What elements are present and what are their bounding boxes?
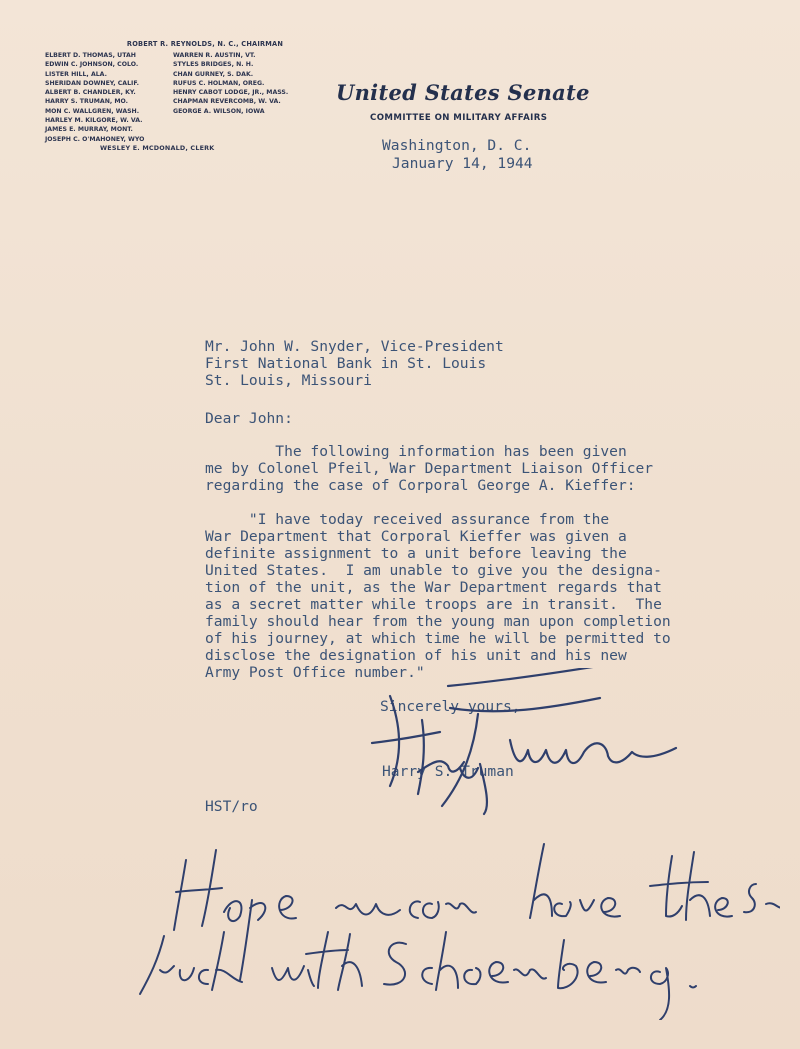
letter-date: January 14, 1944 xyxy=(392,155,533,172)
member-row xyxy=(45,97,310,106)
committee-clerk: WESLEY E. MCDONALD, CLERK xyxy=(100,144,215,152)
member-row xyxy=(45,125,310,134)
member-row xyxy=(45,60,310,69)
quoted-paragraph: "I have today received assurance from the War Department that Corporal Kieffer was given a definite assignment to a unit before leaving the United States. I am unable to give you the designa- tion of the unit, as the War Department regards that as a secret matter while troops are in transit. The family should hear from the young man upon completion of his journey, at which time he will be permitted to disclose the designation of his unit and his new Army Post Office number." xyxy=(205,511,671,681)
member-name: EDWIN C. JOHNSON, COLO. xyxy=(45,61,139,69)
member-name: GEORGE A. WILSON, IOWA xyxy=(173,107,265,115)
member-name: MON C. WALLGREN, WASH. xyxy=(45,107,140,115)
address-line: First National Bank in St. Louis xyxy=(205,355,487,372)
member-name: LISTER HILL, ALA. xyxy=(45,70,107,78)
letterhead-title: United States Senate xyxy=(336,80,590,105)
letter-place: Washington, D. C. xyxy=(382,137,532,154)
member-name: CHAPMAN REVERCOMB, W. VA. xyxy=(173,98,281,106)
address-line: Mr. John W. Snyder, Vice-President xyxy=(205,338,504,355)
member-name: HENRY CABOT LODGE, JR., MASS. xyxy=(173,89,289,97)
closing: Sincerely yours, xyxy=(380,698,521,715)
member-name xyxy=(173,135,310,144)
recipient-address xyxy=(205,338,504,389)
member-row xyxy=(45,70,310,79)
member-name: JAMES E. MURRAY, MONT. xyxy=(45,126,133,134)
salutation: Dear John: xyxy=(205,410,293,427)
committee-chairman: ROBERT R. REYNOLDS, N. C., CHAIRMAN xyxy=(126,40,284,48)
member-name xyxy=(173,125,310,134)
member-row xyxy=(45,51,310,60)
member-name: ELBERT D. THOMAS, UTAH xyxy=(45,52,136,59)
intro-paragraph: The following information has been given me by Colonel Pfeil, War Department Liaison Officer regarding the case of Corporal George A. Kieffer: xyxy=(205,443,654,494)
member-name: WARREN R. AUSTIN, VT. xyxy=(173,52,256,59)
typed-signature-name: Harry S. Truman xyxy=(382,763,514,780)
member-name: SHERIDAN DOWNEY, CALIF. xyxy=(45,79,140,87)
address-line: St. Louis, Missouri xyxy=(205,372,372,389)
member-row xyxy=(45,135,310,144)
member-name: HARRY S. TRUMAN, MO. xyxy=(45,98,129,106)
committee-member-list xyxy=(45,51,310,144)
handwritten-note xyxy=(120,820,780,1020)
member-name: STYLES BRIDGES, N. H. xyxy=(173,61,254,69)
member-row xyxy=(45,79,310,88)
member-name: HARLEY M. KILGORE, W. VA. xyxy=(45,117,143,125)
member-name: RUFUS C. HOLMAN, OREG. xyxy=(173,79,265,87)
typist-initials: HST/ro xyxy=(205,798,258,815)
member-name: ALBERT B. CHANDLER, KY. xyxy=(45,89,136,97)
committee-name: COMMITTEE ON MILITARY AFFAIRS xyxy=(370,113,548,123)
member-name: JOSEPH C. O'MAHONEY, WYO xyxy=(45,135,145,143)
handwritten-signature xyxy=(360,668,690,818)
member-name xyxy=(173,116,310,125)
member-row xyxy=(45,107,310,116)
member-row xyxy=(45,88,310,97)
member-name: CHAN GURNEY, S. DAK. xyxy=(173,70,254,78)
member-row xyxy=(45,116,310,125)
